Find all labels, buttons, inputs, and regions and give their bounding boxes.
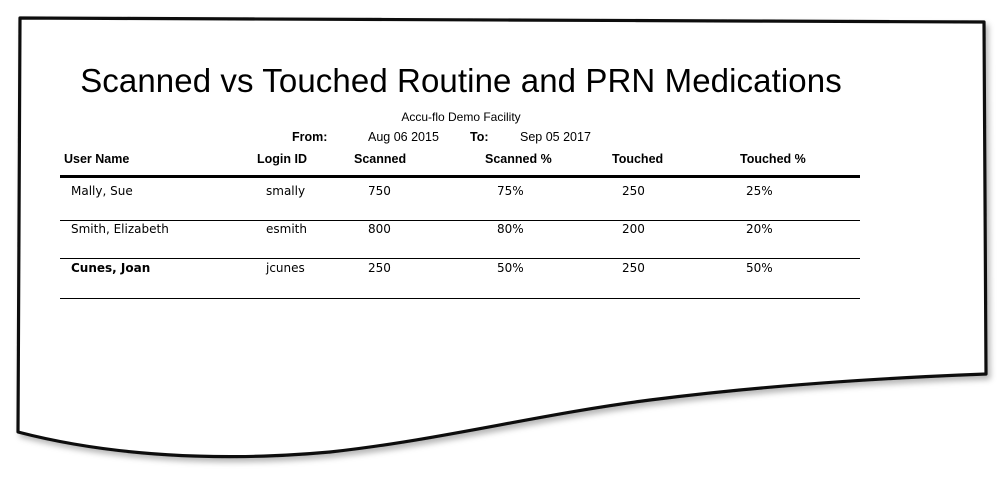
scanned-cell: 750 <box>368 184 391 198</box>
column-header-scanned: Scanned <box>354 152 407 166</box>
column-header-login-id: Login ID <box>257 152 307 166</box>
scanned-cell: 250 <box>368 261 391 275</box>
login-id-cell: smally <box>266 184 306 198</box>
row-divider <box>60 220 860 221</box>
from-label: From: <box>292 130 328 144</box>
touched-cell: 250 <box>622 261 645 275</box>
scanned-percent-cell: 80% <box>497 222 524 236</box>
touched-percent-cell: 50% <box>746 261 773 275</box>
to-label: To: <box>470 130 489 144</box>
table-bottom-rule <box>60 298 860 299</box>
login-id-cell: esmith <box>266 222 307 236</box>
login-id-cell: jcunes <box>266 261 305 275</box>
column-header-scanned-percent: Scanned % <box>485 152 552 166</box>
row-divider <box>60 258 860 259</box>
scanned-percent-cell: 50% <box>497 261 524 275</box>
touched-cell: 200 <box>622 222 645 236</box>
user-name-cell: Cunes, Joan <box>71 261 151 275</box>
user-name-cell: Mally, Sue <box>71 184 133 198</box>
column-header-touched-percent: Touched % <box>740 152 806 166</box>
scanned-percent-cell: 75% <box>497 184 524 198</box>
touched-percent-cell: 25% <box>746 184 773 198</box>
column-header-user-name: User Name <box>64 152 130 166</box>
user-name-cell: Smith, Elizabeth <box>71 222 169 236</box>
to-date: Sep 05 2017 <box>520 130 591 144</box>
report-title: Scanned vs Touched Routine and PRN Medications <box>80 62 842 99</box>
facility-name: Accu-flo Demo Facility <box>401 110 521 124</box>
scanned-cell: 800 <box>368 222 391 236</box>
column-header-touched: Touched <box>612 152 664 166</box>
from-date: Aug 06 2015 <box>368 130 439 144</box>
touched-percent-cell: 20% <box>746 222 773 236</box>
header-divider <box>60 175 860 178</box>
touched-cell: 250 <box>622 184 645 198</box>
